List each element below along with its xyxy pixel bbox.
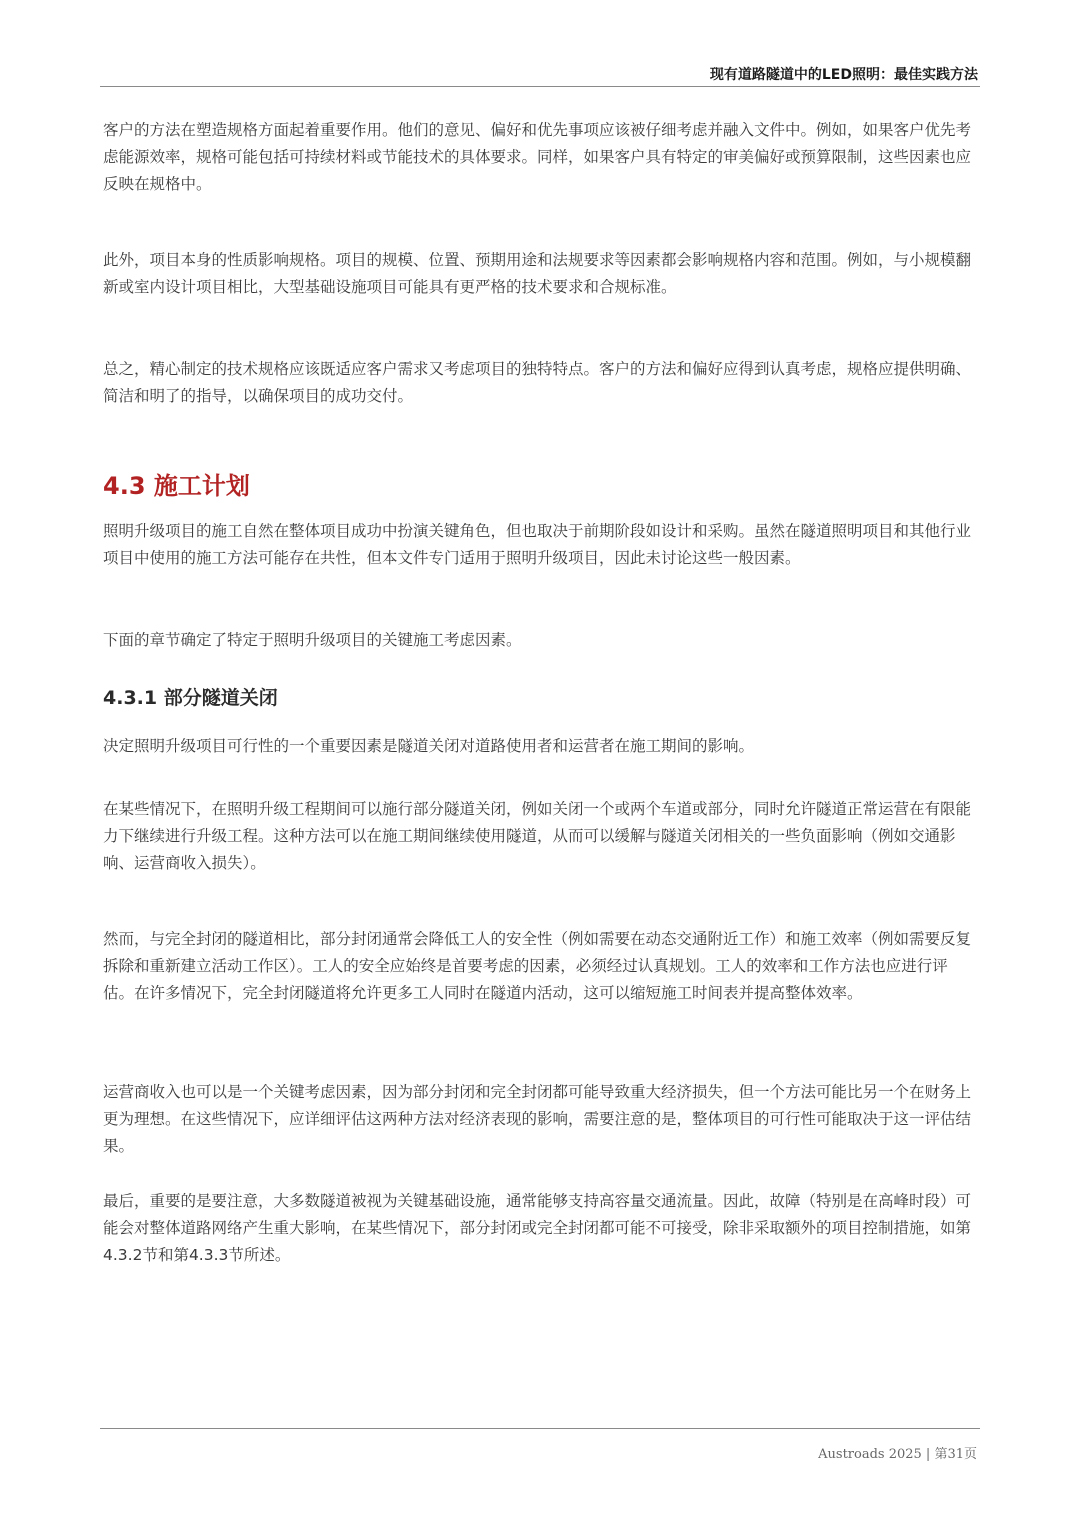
paragraph-construction-intro: 照明升级项目的施工自然在整体项目成功中扮演关键角色，但也取决于前期阶段如设计和采购。虽然在隧道照明项目和其他行业项目中使用的施工方法可能存在共性，但本文件专门适用于照明升级项目，因此未讨论这些一般因素。	[103, 522, 972, 567]
paragraph-feasibility-factor: 决定照明升级项目可行性的一个重要因素是隧道关闭对道路使用者和运营者在施工期间的影响。	[103, 737, 755, 755]
paragraph-summary: 总之，精心制定的技术规格应该既适应客户需求又考虑项目的独特特点。客户的方法和偏好应得到认真考虑，规格应提供明确、简洁和明了的指导，以确保项目的成功交付。	[103, 360, 972, 405]
paragraph-following-sections: 下面的章节确定了特定于照明升级项目的关键施工考虑因素。	[103, 631, 522, 649]
paragraph-partial-closure: 在某些情况下，在照明升级工程期间可以施行部分隧道关闭，例如关闭一个或两个车道或部分，同时允许隧道正常运营在有限能力下继续进行升级工程。这种方法可以在施工期间继续使用隧道，从而可以缓解与隧道关闭相关的一些负面影响（例如交通影响、运营商收入损失）。	[103, 800, 972, 872]
document-title: 现有道路隧道中的LED照明：最佳实践方法	[709, 67, 978, 83]
paragraph-worker-safety: 然而，与完全封闭的隧道相比，部分封闭通常会降低工人的安全性（例如需要在动态交通附近工作）和施工效率（例如需要反复拆除和重新建立活动工作区）。工人的安全应始终是首要考虑的因素，必须经过认真规划。工人的效率和工作方法也应进行评估。在许多情况下，完全封闭隧道将允许更多工人同时在隧道内活动，这可以缩短施工时间表并提高整体效率。	[103, 930, 972, 1002]
page-footer: Austroads 2025 | 第31页	[818, 1447, 977, 1462]
running-header	[100, 62, 980, 87]
footer-divider	[100, 1428, 980, 1429]
subsection-heading: 4.3.1 部分隧道关闭	[103, 687, 278, 709]
paragraph-critical-infrastructure: 最后，重要的是要注意，大多数隧道被视为关键基础设施，通常能够支持高容量交通流量。因此，故障（特别是在高峰时段）可能会对整体道路网络产生重大影响，在某些情况下，部分封闭或完全封闭都可能不可接受，除非采取额外的项目控制措施，如第4.3.2节和第4.3.3节所述。	[103, 1192, 972, 1264]
section-heading: 4.3 施工计划	[103, 472, 250, 500]
paragraph-operator-revenue: 运营商收入也可以是一个关键考虑因素，因为部分封闭和完全封闭都可能导致重大经济损失，但一个方法可能比另一个在财务上更为理想。在这些情况下，应详细评估这两种方法对经济表现的影响，需要注意的是，整体项目的可行性可能取决于这一评估结果。	[103, 1083, 972, 1155]
paragraph-client-approach: 客户的方法在塑造规格方面起着重要作用。他们的意见、偏好和优先事项应该被仔细考虑并融入文件中。例如，如果客户优先考虑能源效率，规格可能包括可持续材料或节能技术的具体要求。同样，如果客户具有特定的审美偏好或预算限制，这些因素也应反映在规格中。	[103, 121, 972, 193]
paragraph-project-nature: 此外，项目本身的性质影响规格。项目的规模、位置、预期用途和法规要求等因素都会影响规格内容和范围。例如，与小规模翻新或室内设计项目相比，大型基础设施项目可能具有更严格的技术要求和合规标准。	[103, 251, 972, 296]
